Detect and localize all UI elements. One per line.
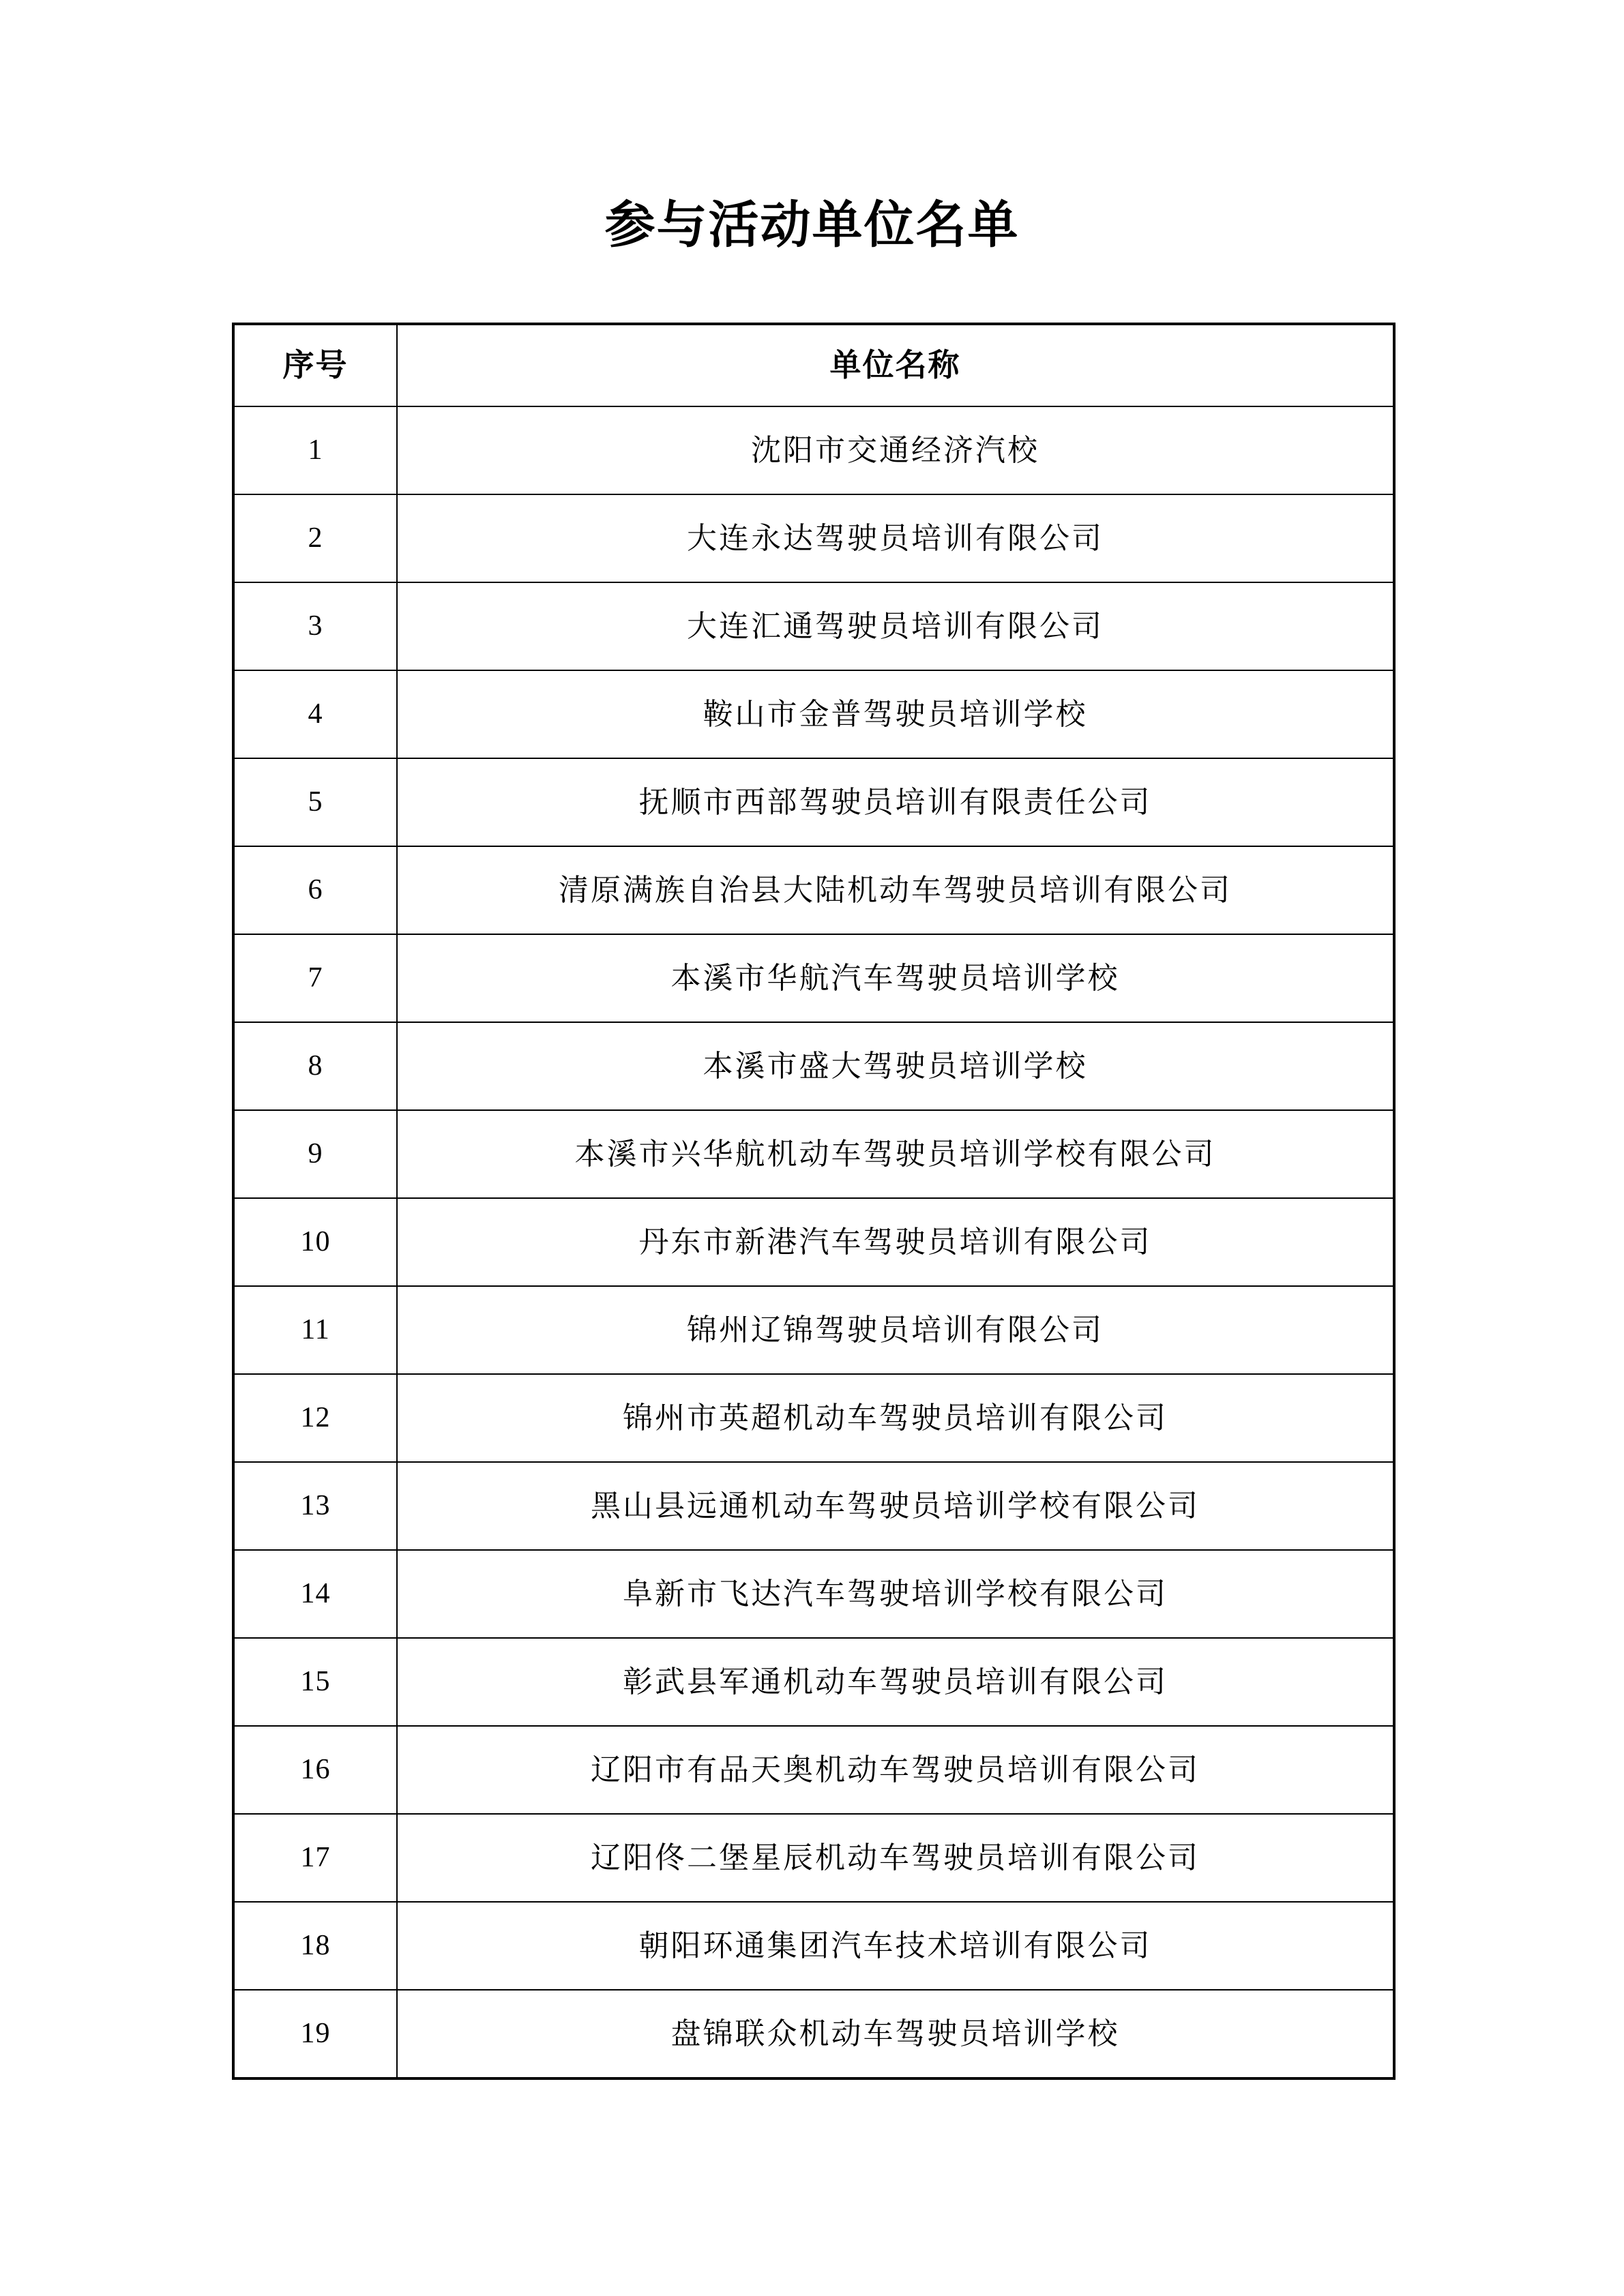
cell-unit-name: 本溪市华航汽车驾驶员培训学校 xyxy=(397,934,1394,1022)
cell-index: 14 xyxy=(233,1550,397,1638)
cell-index: 17 xyxy=(233,1814,397,1902)
cell-unit-name: 阜新市飞达汽车驾驶培训学校有限公司 xyxy=(397,1550,1394,1638)
cell-index: 3 xyxy=(233,582,397,670)
cell-index: 12 xyxy=(233,1374,397,1462)
column-header-index: 序号 xyxy=(233,324,397,406)
table-header xyxy=(233,324,1394,406)
cell-index: 9 xyxy=(233,1110,397,1198)
table-row xyxy=(233,670,1394,758)
table-row xyxy=(233,1374,1394,1462)
cell-unit-name: 本溪市兴华航机动车驾驶员培训学校有限公司 xyxy=(397,1110,1394,1198)
cell-unit-name: 锦州市英超机动车驾驶员培训有限公司 xyxy=(397,1374,1394,1462)
table-row xyxy=(233,494,1394,582)
column-header-name: 单位名称 xyxy=(397,324,1394,406)
cell-index: 5 xyxy=(233,758,397,846)
cell-index: 18 xyxy=(233,1902,397,1990)
table-row xyxy=(233,582,1394,670)
cell-index: 6 xyxy=(233,846,397,934)
unit-list-table xyxy=(232,323,1396,2080)
table-row xyxy=(233,406,1394,494)
cell-unit-name: 丹东市新港汽车驾驶员培训有限公司 xyxy=(397,1198,1394,1286)
cell-index: 4 xyxy=(233,670,397,758)
cell-index: 19 xyxy=(233,1990,397,2078)
table-row xyxy=(233,1198,1394,1286)
cell-unit-name: 辽阳佟二堡星辰机动车驾驶员培训有限公司 xyxy=(397,1814,1394,1902)
table-row xyxy=(233,846,1394,934)
table-row xyxy=(233,758,1394,846)
cell-unit-name: 盘锦联众机动车驾驶员培训学校 xyxy=(397,1990,1394,2078)
table-body xyxy=(233,406,1394,2078)
cell-unit-name: 朝阳环通集团汽车技术培训有限公司 xyxy=(397,1902,1394,1990)
table-row xyxy=(233,1726,1394,1814)
cell-index: 11 xyxy=(233,1286,397,1374)
cell-index: 7 xyxy=(233,934,397,1022)
cell-index: 13 xyxy=(233,1462,397,1550)
cell-index: 8 xyxy=(233,1022,397,1110)
cell-unit-name: 抚顺市西部驾驶员培训有限责任公司 xyxy=(397,758,1394,846)
table-row xyxy=(233,1286,1394,1374)
unit-list-table-container xyxy=(232,323,1393,2080)
cell-unit-name: 清原满族自治县大陆机动车驾驶员培训有限公司 xyxy=(397,846,1394,934)
cell-unit-name: 彰武县军通机动车驾驶员培训有限公司 xyxy=(397,1638,1394,1726)
page-title: 参与活动单位名单 xyxy=(604,198,1020,254)
table-row xyxy=(233,1814,1394,1902)
cell-index: 1 xyxy=(233,406,397,494)
table-row xyxy=(233,1110,1394,1198)
table-row xyxy=(233,1638,1394,1726)
cell-unit-name: 鞍山市金普驾驶员培训学校 xyxy=(397,670,1394,758)
table-row xyxy=(233,1902,1394,1990)
cell-unit-name: 锦州辽锦驾驶员培训有限公司 xyxy=(397,1286,1394,1374)
cell-index: 15 xyxy=(233,1638,397,1726)
table-row xyxy=(233,1990,1394,2078)
cell-unit-name: 大连永达驾驶员培训有限公司 xyxy=(397,494,1394,582)
table-row xyxy=(233,1462,1394,1550)
cell-unit-name: 大连汇通驾驶员培训有限公司 xyxy=(397,582,1394,670)
table-row xyxy=(233,934,1394,1022)
cell-unit-name: 黑山县远通机动车驾驶员培训学校有限公司 xyxy=(397,1462,1394,1550)
cell-index: 10 xyxy=(233,1198,397,1286)
table-row xyxy=(233,1550,1394,1638)
cell-unit-name: 沈阳市交通经济汽校 xyxy=(397,406,1394,494)
cell-unit-name: 本溪市盛大驾驶员培训学校 xyxy=(397,1022,1394,1110)
table-header-row xyxy=(233,324,1394,406)
table-row xyxy=(233,1022,1394,1110)
cell-unit-name: 辽阳市有品天奥机动车驾驶员培训有限公司 xyxy=(397,1726,1394,1814)
cell-index: 2 xyxy=(233,494,397,582)
cell-index: 16 xyxy=(233,1726,397,1814)
